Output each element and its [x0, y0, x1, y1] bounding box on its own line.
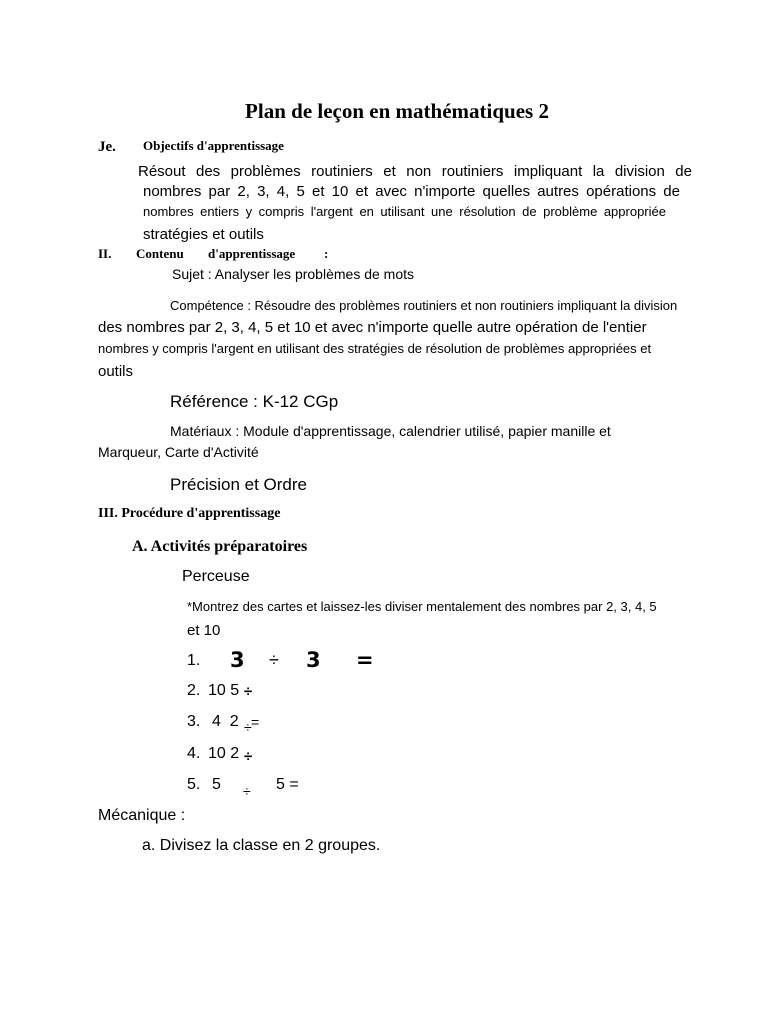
- item-number: 5.: [187, 776, 201, 793]
- section-2-heading-word2: d'apprentissage: [208, 246, 296, 261]
- section-3-heading: III. Procédure d'apprentissage: [98, 506, 281, 521]
- competence-line-3: nombres y compris l'argent en utilisant des stratégies de résolution de problèmes appropriées et: [98, 341, 652, 356]
- equals-sign: =: [356, 648, 374, 672]
- competence-line-1: Compétence : Résoudre des problèmes routiniers et non routiniers impliquant la division: [170, 298, 678, 313]
- materiaux-line-1: Matériaux : Module d'apprentissage, calendrier utilisé, papier manille et: [170, 423, 611, 439]
- section-3-subheading: A. Activités préparatoires: [132, 538, 308, 555]
- objective-line-1: Résout des problèmes routiniers et non routiniers impliquant la division de: [138, 163, 692, 180]
- section-1-numeral: Je.: [98, 139, 116, 155]
- section-1-heading: Objectifs d'apprentissage: [143, 138, 284, 153]
- sujet-line: Sujet : Analyser les problèmes de mots: [172, 266, 415, 282]
- dividend: 5: [212, 776, 221, 793]
- divide-icon: ÷: [244, 748, 253, 765]
- precision-line: Précision et Ordre: [170, 475, 307, 494]
- dividend: 3: [230, 648, 245, 672]
- step-a: a. Divisez la classe en 2 groupes.: [142, 837, 381, 854]
- item-number: 4.: [187, 745, 201, 762]
- materiaux-line-2: Marqueur, Carte d'Activité: [98, 444, 259, 460]
- section-2-heading-word1: Contenu: [136, 246, 184, 261]
- divide-icon: ÷: [243, 783, 251, 799]
- equals-sign: =: [251, 714, 260, 730]
- section-2-heading-colon: :: [324, 246, 329, 261]
- page-title: Plan de leçon en mathématiques 2: [245, 99, 549, 123]
- instruction-line-2: et 10: [187, 622, 221, 639]
- section-2-numeral: II.: [98, 246, 112, 261]
- item-expression: 10 5: [208, 682, 240, 699]
- item-number: 3.: [187, 713, 201, 730]
- instruction-line-1: *Montrez des cartes et laissez-les diviser mentalement des nombres par 2, 3, 4, 5: [187, 599, 657, 614]
- item-number: 2.: [187, 682, 201, 699]
- item-expression: 10 2: [208, 745, 240, 762]
- reference-line: Référence : K-12 CGp: [170, 392, 339, 411]
- divisor: 3: [306, 648, 321, 672]
- drill-label: Perceuse: [182, 568, 250, 585]
- mecanique-heading: Mécanique :: [98, 807, 186, 824]
- divide-icon: ÷: [244, 683, 253, 700]
- objective-line-2: nombres par 2, 3, 4, 5 et 10 et avec n'importe quelles autres opérations de: [143, 183, 680, 200]
- objective-line-4: stratégies et outils: [143, 226, 264, 243]
- divisor: 5 =: [276, 776, 299, 793]
- divide-icon: ÷: [269, 650, 279, 670]
- item-expression: 4 2: [212, 713, 239, 730]
- competence-line-2: des nombres par 2, 3, 4, 5 et 10 et avec n'importe quelle autre opération de l'entier: [98, 319, 647, 336]
- item-number: 1.: [187, 652, 201, 669]
- divide-icon: ÷: [244, 719, 252, 735]
- competence-line-4: outils: [98, 363, 134, 380]
- objective-line-3: nombres entiers y compris l'argent en utilisant une résolution de problème appropriée: [143, 204, 666, 219]
